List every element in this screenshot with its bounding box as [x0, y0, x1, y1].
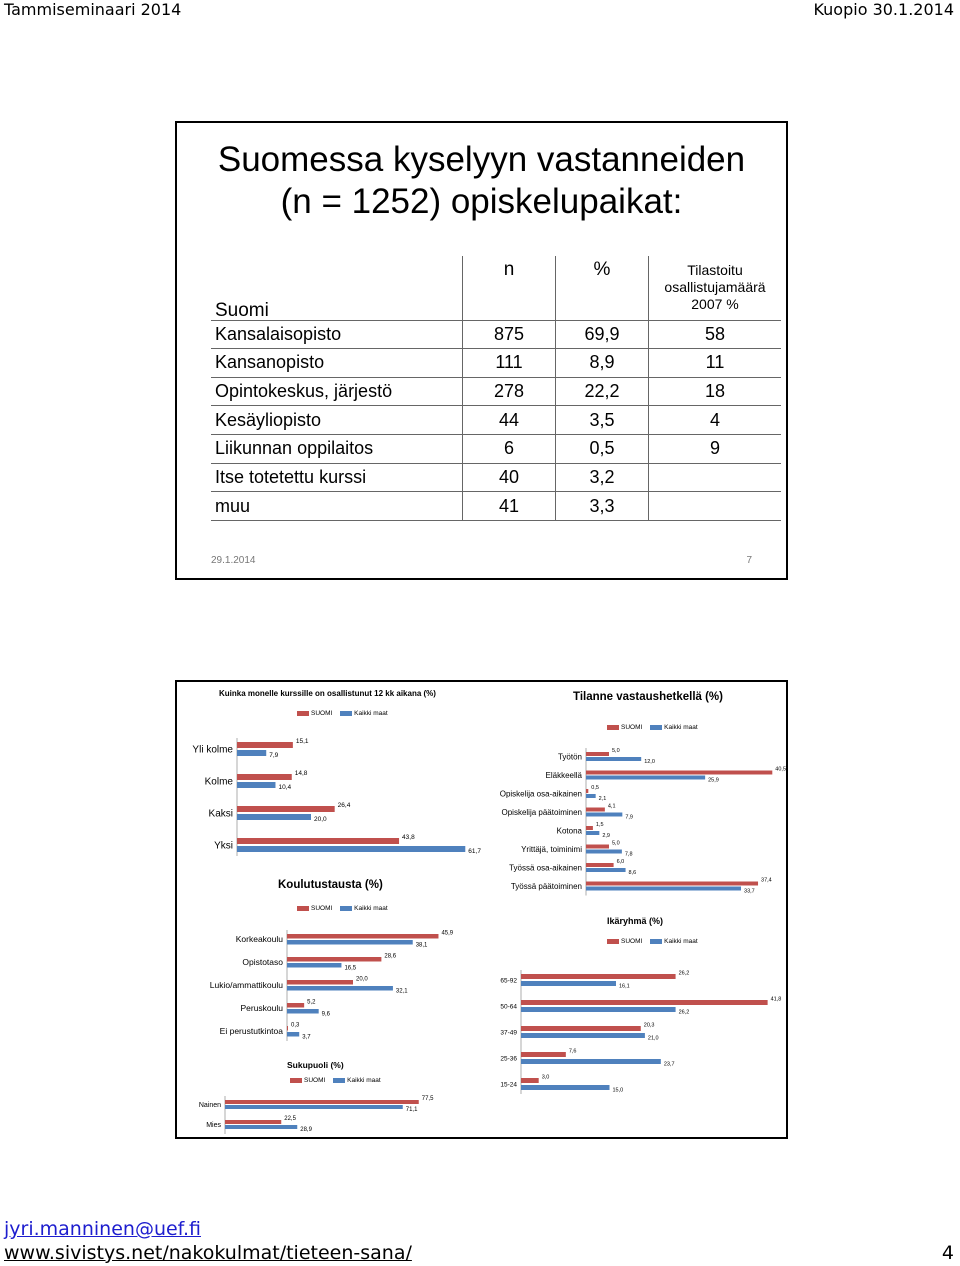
category-label: Opiskelija osa-aikainen [499, 789, 582, 799]
bar-suomi [586, 863, 614, 867]
row-pct: 3,3 [556, 492, 649, 521]
bar-kaikki [586, 813, 622, 817]
legend-label-suomi: SUOMI [311, 710, 333, 717]
row-pct: 3,5 [556, 406, 649, 435]
row-n: 278 [463, 377, 556, 406]
bar-suomi [237, 806, 335, 812]
bar-kaikki [225, 1125, 297, 1129]
row-label: Opintokeskus, järjestö [211, 377, 463, 406]
row-stat: 4 [649, 406, 782, 435]
chart-plot [179, 872, 491, 1052]
data-label: 2,1 [598, 796, 607, 802]
data-label: 20,3 [643, 1022, 655, 1029]
data-label: 22,5 [284, 1116, 296, 1122]
category-label: Opiskelija päätoiminen [501, 807, 582, 817]
category-label: Korkeakoulu [235, 934, 283, 945]
table-group-label: Suomi [215, 299, 269, 321]
row-n: 41 [463, 492, 556, 521]
data-label: 7,8 [624, 851, 633, 858]
row-stat: 18 [649, 377, 782, 406]
data-label: 16,5 [344, 965, 357, 972]
data-label: 23,7 [663, 1061, 675, 1068]
category-label: 37-49 [500, 1029, 517, 1037]
data-label: 28,9 [300, 1127, 312, 1133]
data-label: 7,9 [269, 752, 279, 759]
bar-kaikki [521, 981, 616, 986]
bar-kaikki [237, 750, 266, 756]
data-label: 5,2 [307, 999, 316, 1006]
chart-title: Ikäryhmä (%) [607, 916, 664, 926]
bar-kaikki [287, 1009, 319, 1014]
bar-suomi [287, 957, 381, 962]
category-label: Nainen [198, 1101, 221, 1109]
bar-kaikki [586, 776, 705, 780]
category-label: Kolme [204, 776, 233, 788]
chart-panel-education [179, 872, 491, 1052]
row-pct: 0,5 [556, 435, 649, 464]
row-stat: 9 [649, 435, 782, 464]
bar-kaikki [586, 887, 741, 891]
slide-number: 7 [746, 555, 752, 566]
data-label: 3,7 [302, 1034, 311, 1041]
category-label: Yrittäjä, toiminimi [521, 844, 582, 854]
bar-suomi [586, 808, 605, 812]
row-label: Liikunnan oppilaitos [211, 435, 463, 464]
bar-suomi [225, 1100, 419, 1104]
data-label: 71,1 [405, 1107, 418, 1113]
category-label: Työssä osa-aikainen [509, 863, 582, 873]
data-label: 33,7 [744, 888, 755, 895]
category-label: 15-24 [500, 1081, 517, 1089]
data-label: 3,0 [541, 1074, 550, 1081]
bar-kaikki [287, 986, 393, 991]
data-label: 4,1 [607, 803, 616, 810]
category-label: Eläkkeellä [545, 770, 582, 780]
data-label: 25,9 [708, 777, 719, 784]
table-row [211, 492, 781, 521]
chart-plot [179, 684, 491, 869]
data-label: 45,9 [441, 930, 454, 937]
col-header-n: n [463, 256, 556, 320]
table-group-cell [211, 256, 463, 320]
category-label: 65-92 [500, 977, 517, 985]
footer-email-link[interactable]: jyri.manninen@uef.fi [4, 1218, 201, 1240]
row-n: 40 [463, 463, 556, 492]
category-label: Yksi [214, 840, 233, 852]
bar-suomi [521, 974, 676, 979]
bar-suomi [287, 1026, 288, 1031]
data-label: 9,6 [321, 1011, 331, 1018]
data-label: 0,3 [290, 1022, 300, 1029]
data-label: 2,9 [602, 833, 610, 839]
data-label: 7,9 [625, 814, 633, 821]
row-n: 44 [463, 406, 556, 435]
slide-thumbnail-charts [175, 680, 788, 1139]
bar-kaikki [287, 1032, 299, 1037]
bar-kaikki [237, 782, 275, 788]
slide-title-line-1: Suomessa kyselyyn vastanneiden [217, 140, 746, 179]
col-header-stat-line-3: 2007 % [691, 296, 739, 313]
bar-suomi [521, 1052, 566, 1057]
data-label: 37,4 [761, 877, 772, 884]
row-label: Kansanopisto [211, 349, 463, 378]
bar-kaikki [586, 850, 622, 854]
row-label: Kansalaisopisto [211, 320, 463, 349]
chart-title: Koulutustausta (%) [278, 879, 383, 891]
table-row [211, 463, 781, 492]
study-places-table [211, 256, 781, 521]
chart-plot [179, 1055, 491, 1135]
data-label: 6,0 [616, 859, 625, 865]
legend-label-kaikki: Kaikki maat [664, 724, 698, 731]
bar-suomi [586, 771, 772, 775]
table-row [211, 435, 781, 464]
bar-kaikki [225, 1105, 403, 1109]
chart-panel-age [494, 900, 786, 1094]
bar-suomi [287, 1003, 304, 1008]
bar-suomi [586, 882, 758, 886]
slide-thumbnail-7 [175, 121, 788, 580]
data-label: 28,6 [384, 953, 397, 960]
bar-kaikki [586, 757, 641, 761]
legend-label-suomi: SUOMI [621, 724, 643, 731]
data-label: 20,0 [314, 816, 327, 823]
row-stat: 58 [649, 320, 782, 349]
data-label: 0,5 [591, 785, 599, 791]
data-label: 12,0 [644, 759, 655, 765]
header-left: Tammiseminaari 2014 [4, 0, 182, 19]
table-row [211, 377, 781, 406]
category-label: 50-64 [500, 1003, 517, 1011]
row-stat: 11 [649, 349, 782, 378]
category-label: Työtön [557, 752, 582, 762]
table-row [211, 349, 781, 378]
bar-kaikki [586, 831, 599, 835]
bar-suomi [521, 1078, 539, 1083]
row-n: 111 [463, 349, 556, 378]
chart-title: Kuinka monelle kurssille on osallistunut 12 kk aikana (%) [219, 689, 436, 698]
bar-kaikki [586, 868, 626, 872]
bar-kaikki [287, 940, 413, 945]
table-row [211, 406, 781, 435]
row-n: 6 [463, 435, 556, 464]
bar-suomi [287, 980, 353, 985]
bar-kaikki [237, 814, 311, 820]
bar-kaikki [237, 846, 465, 852]
chart-title: Sukupuoli (%) [287, 1060, 344, 1070]
table-header-row [211, 256, 781, 320]
data-label: 5,0 [612, 840, 620, 847]
category-label: Kotona [556, 826, 582, 836]
data-label: 15,1 [295, 738, 309, 745]
legend-label-kaikki: Kaikki maat [354, 710, 388, 717]
bar-kaikki [521, 1007, 676, 1012]
data-label: 32,1 [395, 988, 408, 995]
row-pct: 3,2 [556, 463, 649, 492]
chart-title: Tilanne vastaushetkellä (%) [573, 691, 723, 703]
row-label: Itse totetettu kurssi [211, 463, 463, 492]
header-right: Kuopio 30.1.2014 [813, 0, 954, 19]
category-label: Lukio/ammattikoulu [209, 980, 283, 991]
data-label: 14,8 [294, 770, 308, 777]
bar-kaikki [521, 1085, 610, 1090]
category-label: Työssä päätoiminen [510, 881, 582, 891]
row-stat [649, 463, 782, 492]
data-label: 21,0 [647, 1035, 659, 1042]
footer-url-link[interactable]: www.sivistys.net/nakokulmat/tieteen-sana/ [4, 1242, 412, 1264]
data-label: 26,2 [678, 970, 690, 977]
row-pct: 69,9 [556, 320, 649, 349]
bar-kaikki [586, 794, 596, 798]
data-label: 26,2 [678, 1009, 690, 1016]
data-label: 26,4 [337, 802, 351, 809]
category-label: Ei perustutkintoa [219, 1026, 283, 1037]
bar-suomi [521, 1000, 768, 1005]
data-label: 38,1 [415, 942, 428, 949]
data-label: 61,7 [468, 848, 481, 855]
data-label: 20,0 [356, 976, 368, 983]
page-number: 4 [941, 1242, 954, 1264]
bar-kaikki [287, 963, 341, 968]
data-label: 8,6 [628, 870, 637, 876]
bar-suomi [521, 1026, 641, 1031]
category-label: Opistotaso [242, 957, 283, 968]
data-label: 40,5 [775, 766, 787, 773]
table-row [211, 320, 781, 349]
chart-panel-gender [179, 1055, 491, 1135]
row-pct: 8,9 [556, 349, 649, 378]
bar-suomi [237, 742, 293, 748]
data-label: 7,6 [568, 1048, 577, 1055]
data-label: 15,0 [612, 1087, 624, 1094]
bar-kaikki [521, 1059, 661, 1064]
bar-suomi [237, 774, 292, 780]
legend-label-kaikki: Kaikki maat [347, 1077, 381, 1084]
bar-suomi [586, 845, 609, 849]
row-label: muu [211, 492, 463, 521]
data-label: 16,1 [618, 983, 630, 990]
bar-suomi [586, 826, 593, 830]
category-label: 25-36 [500, 1055, 517, 1063]
chart-plot [494, 684, 786, 897]
legend-label-suomi: SUOMI [621, 938, 643, 945]
row-pct: 22,2 [556, 377, 649, 406]
category-label: Mies [206, 1121, 221, 1129]
col-header-stat-line-1: Tilastoitu [687, 262, 743, 279]
col-header-pct: % [556, 256, 649, 320]
slide-date: 29.1.2014 [211, 555, 256, 566]
bar-suomi [586, 789, 588, 793]
col-header-stat-line-2: osallistujamäärä [664, 279, 766, 296]
bar-suomi [237, 838, 399, 844]
legend-label-suomi: SUOMI [311, 905, 333, 912]
bar-suomi [586, 752, 609, 756]
slide-title [177, 139, 786, 223]
bar-kaikki [521, 1033, 645, 1038]
chart-panel-courses [179, 684, 491, 869]
legend-label-kaikki: Kaikki maat [664, 938, 698, 945]
row-stat [649, 492, 782, 521]
slide-title-line-2: (n = 1252) opiskelupaikat: [280, 182, 683, 221]
col-header-stat [649, 256, 782, 320]
data-label: 5,0 [612, 748, 620, 754]
data-label: 43,8 [402, 834, 415, 841]
legend-label-suomi: SUOMI [304, 1077, 326, 1084]
data-label: 1,5 [595, 822, 604, 828]
category-label: Peruskoulu [240, 1003, 283, 1014]
row-n: 875 [463, 320, 556, 349]
row-label: Kesäyliopisto [211, 406, 463, 435]
legend-label-kaikki: Kaikki maat [354, 905, 388, 912]
data-label: 10,4 [278, 784, 292, 791]
chart-plot [494, 900, 786, 1094]
bar-suomi [287, 934, 438, 939]
data-label: 41,8 [770, 996, 782, 1003]
bar-suomi [225, 1120, 281, 1124]
data-label: 77,5 [421, 1096, 434, 1102]
chart-panel-situation [494, 684, 786, 897]
category-label: Kaksi [208, 808, 233, 820]
category-label: Yli kolme [192, 744, 233, 756]
